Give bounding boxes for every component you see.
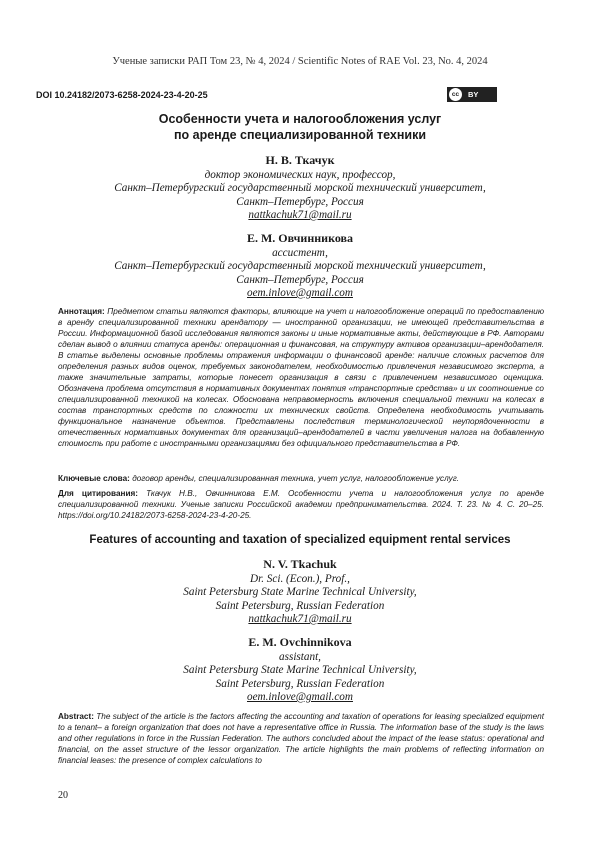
author-degree: Dr. Sci. (Econ.), Prof., bbox=[250, 573, 350, 585]
author-affiliation: Санкт–Петербургский государственный морской технический университет, bbox=[114, 260, 486, 273]
cc-by-license-badge[interactable] bbox=[447, 87, 497, 102]
keywords-ru-label: Ключевые слова: bbox=[58, 474, 130, 483]
author-block-en-1 bbox=[0, 556, 600, 626]
author-block-en-2 bbox=[0, 634, 600, 704]
author-location: Saint Petersburg, Russian Federation bbox=[215, 677, 385, 690]
author-block-ru-1 bbox=[0, 152, 600, 222]
abstract-ru-label: Аннотация: bbox=[58, 307, 105, 316]
author-degree: доктор экономических наук, профессор, bbox=[204, 169, 396, 181]
author-affiliation: Saint Petersburg State Marine Technical University, bbox=[183, 586, 417, 599]
abstract-en bbox=[58, 711, 544, 766]
author-name: Н. В. Ткачук bbox=[265, 153, 335, 167]
author-location: Санкт–Петербург, Россия bbox=[236, 195, 364, 208]
author-location: Saint Petersburg, Russian Federation bbox=[215, 599, 385, 612]
abstract-en-label: Abstract: bbox=[58, 712, 94, 721]
article-title-en: Features of accounting and taxation of specialized equipment rental services bbox=[89, 534, 511, 546]
author-name: E. M. Ovchinnikova bbox=[248, 635, 352, 649]
running-head: Ученые записки РАП Том 23, № 4, 2024 / Scientific Notes of RAE Vol. 23, No. 4, 2024 bbox=[112, 56, 488, 67]
keywords-ru bbox=[58, 473, 544, 484]
author-position: assistant, bbox=[279, 651, 321, 663]
author-block-ru-2 bbox=[0, 230, 600, 300]
title-ru-line: Особенности учета и налогообложения услуг bbox=[158, 112, 442, 126]
creative-commons-icon: cc bbox=[449, 88, 462, 101]
abstract-en-text: The subject of the article is the factors affecting the accounting and taxation of operations for leasing specialized equipment to a tenant– a foreign organization that does not have a representative office in Russia. The information base of the study is the laws and other regulations in force in the Russian Federation. The authors concluded about the impact of the lease status: operational and financial, on the asset structure of the lessor organization. The article highlights the main problems of reflecting information on financial leases: the presence of complex calculations to bbox=[58, 712, 544, 765]
article-title-ru bbox=[0, 111, 600, 143]
abstract-ru bbox=[58, 306, 544, 449]
author-position: ассистент, bbox=[272, 247, 328, 259]
author-email-link[interactable]: oem.inlove@gmail.com bbox=[247, 690, 353, 703]
page-number: 20 bbox=[58, 790, 68, 801]
author-email-link[interactable]: nattkachuk71@mail.ru bbox=[248, 208, 352, 221]
abstract-ru-text: Предметом статьи являются факторы, влияющие на учет и налогообложение операций по предоставлению в аренду специализированной техники арендатору — иностранной организации, не имеющей представительства в России. Информационной базой исследования являются законы и иные нормативные акты, действующие в РФ. Авторами сделан вывод о влиянии статуса аренды: операционная и финансовая, на структуру активов организации–арендодателя. В статье выделены основные проблемы отражения информации о финансовой аренде: наличие сложных расчетов для определения разных видов оценок, требуемых законодателем, необходимостью привлечения независимого эксперта, а также значительные затраты, которые понесет организация в связи с привлечением независимого оценщика. Обозначена проблема отсутствия в нормативных документах понятия «транспортные средства» и их соотношение со специализированной техникой на колесах. Обоснована неправомерность включения специальной техники на колесах в состав транспортных средств по сложности их технических свойств. Определена необходимость учитывать функциональное назначение объектов. Представлены последствия терминологической неупорядоченности в отечественных нормативных документах для организаций–арендодателей в части увеличения налога на добавленную стоимость при работе с иностранными организациями без официального представительства в РФ. bbox=[58, 307, 545, 448]
author-affiliation: Saint Petersburg State Marine Technical University, bbox=[183, 664, 417, 677]
doi-label: DOI 10.24182/2073-6258-2024-23-4-20-25 bbox=[36, 90, 208, 100]
keywords-ru-text: договор аренды, специализированная техника, учет услуг, налогообложение услуг. bbox=[132, 474, 460, 483]
author-email-link[interactable]: nattkachuk71@mail.ru bbox=[248, 612, 352, 625]
author-name: Е. М. Овчинникова bbox=[246, 231, 354, 245]
citation-ru-label: Для цитирования: bbox=[58, 489, 139, 498]
author-affiliation: Санкт–Петербургский государственный морской технический университет, bbox=[114, 182, 486, 195]
citation-ru bbox=[58, 488, 544, 521]
author-location: Санкт–Петербург, Россия bbox=[236, 273, 364, 286]
author-name: N. V. Tkachuk bbox=[263, 557, 337, 571]
license-by-label: BY bbox=[468, 90, 479, 99]
title-ru-line: по аренде специализированной техники bbox=[173, 128, 427, 142]
citation-ru-text: Ткачук Н.В., Овчинникова Е.М. Особенности учета и налогообложения услуг по аренде специализированной техники. Ученые записки Российской академии предпринимательства. 2024. Т. 23. № 4. С. 20–25. https://doi.org/10.24182/2073-6258-2024-23-4-20-25. bbox=[58, 489, 544, 520]
author-email-link[interactable]: oem.inlove@gmail.com bbox=[247, 286, 353, 299]
